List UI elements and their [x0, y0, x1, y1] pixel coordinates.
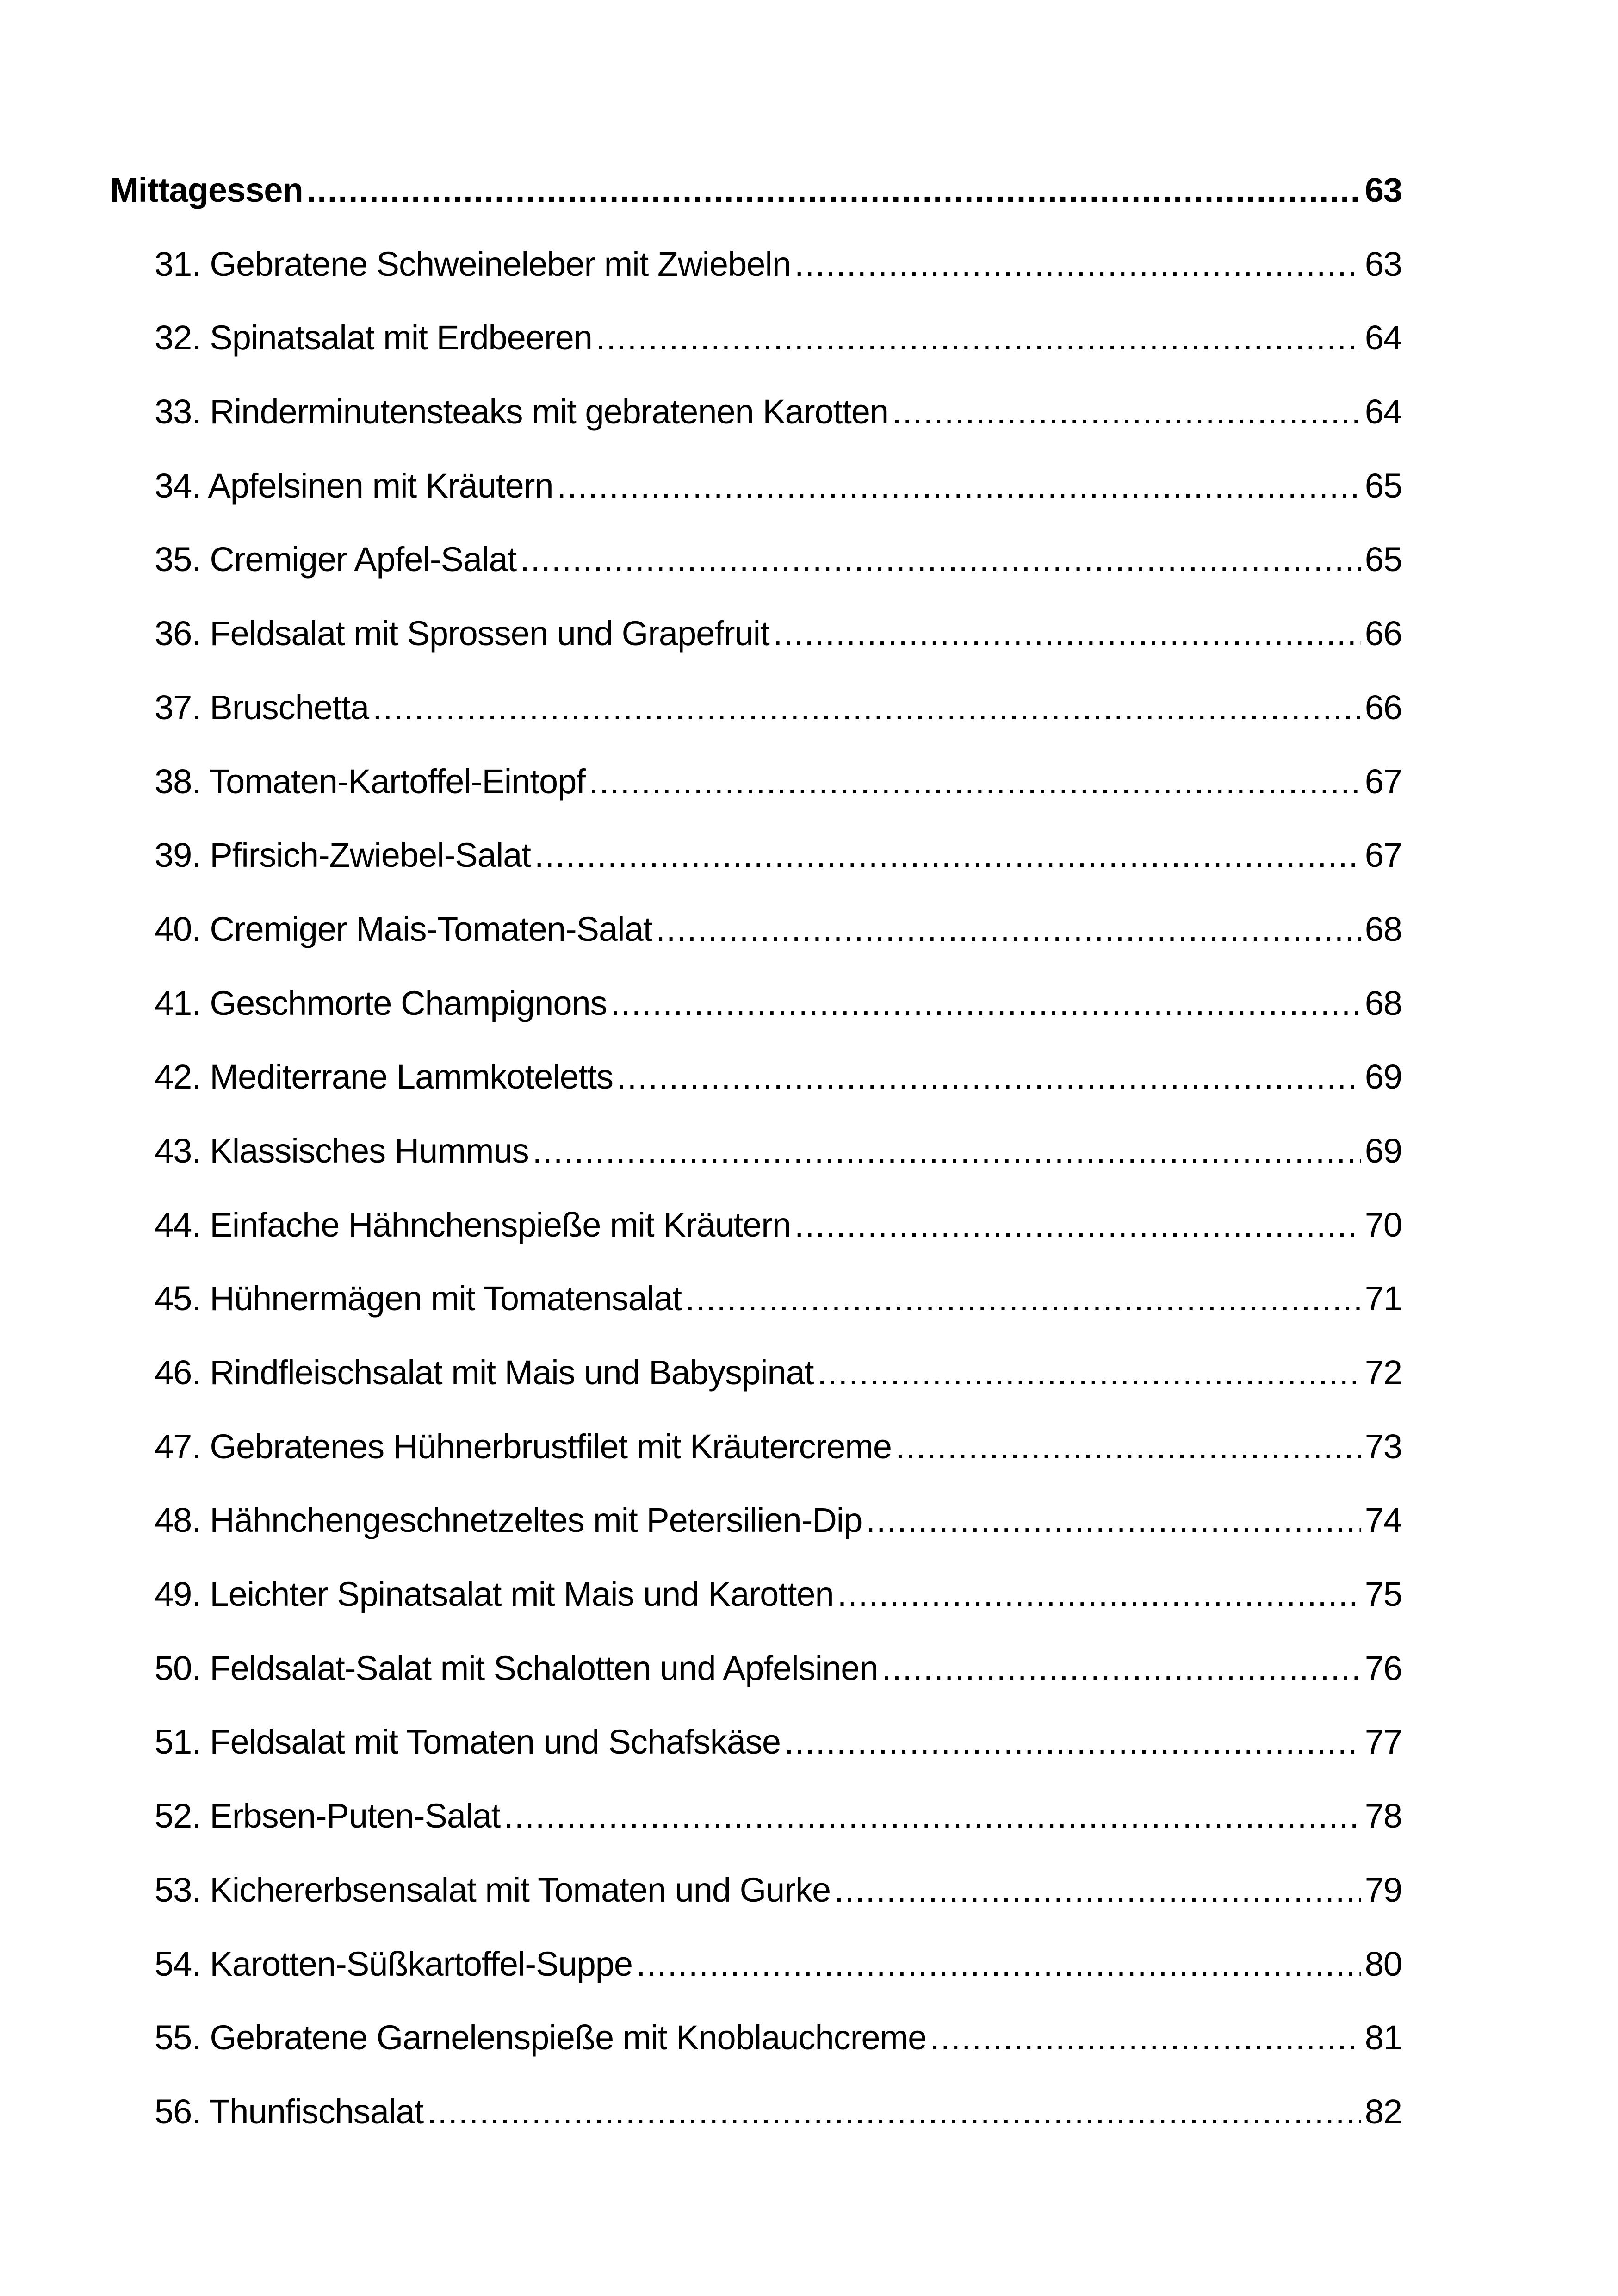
entry-page-number: 79 [1364, 1870, 1402, 1909]
dot-leader [504, 1779, 1361, 1853]
toc-entry[interactable] [110, 1853, 1402, 1927]
entry-title: 50. Feldsalat-Salat mit Schalotten und Apfelsinen [155, 1649, 878, 1687]
entry-page-number: 67 [1364, 762, 1402, 801]
dot-leader [427, 2075, 1361, 2149]
entry-page-number: 72 [1364, 1353, 1402, 1392]
dot-leader [882, 1631, 1361, 1705]
dot-leader [794, 227, 1361, 301]
entry-page-number: 70 [1364, 1205, 1402, 1244]
dot-leader [534, 818, 1361, 892]
entry-page-number: 73 [1364, 1427, 1402, 1466]
toc-entry[interactable] [110, 2001, 1402, 2075]
toc-entry[interactable] [110, 2075, 1402, 2149]
entry-page-number: 82 [1364, 2092, 1402, 2131]
entry-page-number: 64 [1364, 318, 1402, 357]
entry-title: 41. Geschmorte Champignons [155, 983, 607, 1022]
entry-page-number: 80 [1364, 1944, 1402, 1983]
entry-title: 56. Thunfischsalat [155, 2092, 424, 2131]
entry-title: 34. Apfelsinen mit Kräutern [155, 466, 553, 505]
entry-title: 49. Leichter Spinatsalat mit Mais und Karotten [155, 1575, 834, 1614]
entry-title: 38. Tomaten-Kartoffel-Eintopf [155, 762, 585, 801]
toc-entry[interactable] [110, 1114, 1402, 1188]
toc-entry[interactable] [110, 1631, 1402, 1705]
entry-page-number: 68 [1364, 909, 1402, 948]
toc-entry[interactable] [110, 1483, 1402, 1557]
dot-leader [589, 745, 1361, 819]
entry-title: 45. Hühnermägen mit Tomatensalat [155, 1279, 682, 1318]
entry-page-number: 81 [1364, 2018, 1402, 2057]
dot-leader [617, 1040, 1361, 1114]
entry-page-number: 65 [1364, 540, 1402, 579]
entry-page-number: 68 [1364, 983, 1402, 1022]
entry-title: 43. Klassisches Hummus [155, 1131, 529, 1170]
toc-entry[interactable] [110, 966, 1402, 1040]
toc-entry[interactable] [110, 449, 1402, 523]
toc-entry[interactable] [110, 1336, 1402, 1410]
entry-page-number: 77 [1364, 1723, 1402, 1761]
entry-page-number: 69 [1364, 1058, 1402, 1096]
toc-entry[interactable] [110, 818, 1402, 892]
entry-title: 39. Pfirsich-Zwiebel-Salat [155, 836, 531, 875]
entry-page-number: 76 [1364, 1649, 1402, 1687]
entry-title: 42. Mediterrane Lammkoteletts [155, 1058, 614, 1096]
entry-title: 36. Feldsalat mit Sprossen und Grapefruit [155, 614, 769, 653]
toc-entry[interactable] [110, 227, 1402, 301]
entry-title: 31. Gebratene Schweineleber mit Zwiebeln [155, 244, 791, 283]
entry-title: 53. Kichererbsensalat mit Tomaten und Gurke [155, 1870, 831, 1909]
toc-entry[interactable] [110, 745, 1402, 819]
dot-leader [794, 1188, 1361, 1262]
entry-title: 51. Feldsalat mit Tomaten und Schafskäse [155, 1723, 781, 1761]
entry-page-number: 67 [1364, 836, 1402, 875]
dot-leader [895, 1410, 1361, 1484]
entry-title: 54. Karotten-Süßkartoffel-Suppe [155, 1944, 633, 1983]
dot-leader [656, 892, 1361, 966]
section-title: Mittagessen [110, 171, 303, 209]
dot-leader [611, 966, 1361, 1040]
entry-page-number: 69 [1364, 1131, 1402, 1170]
entry-title: 52. Erbsen-Puten-Salat [155, 1797, 501, 1836]
entry-page-number: 66 [1364, 688, 1402, 727]
entry-title: 32. Spinatsalat mit Erdbeeren [155, 318, 592, 357]
dot-leader [636, 1927, 1361, 2001]
toc-entry[interactable] [110, 1040, 1402, 1114]
entry-page-number: 66 [1364, 614, 1402, 653]
dot-leader [892, 375, 1361, 449]
dot-leader [817, 1336, 1361, 1410]
entry-page-number: 71 [1364, 1279, 1402, 1318]
entry-title: 37. Bruschetta [155, 688, 369, 727]
entry-title: 47. Gebratenes Hühnerbrustfilet mit Kräutercreme [155, 1427, 892, 1466]
dot-leader [930, 2001, 1361, 2075]
section-page-number: 63 [1364, 171, 1402, 209]
toc-entry[interactable] [110, 1557, 1402, 1631]
dot-leader [533, 1114, 1361, 1188]
entry-title: 55. Gebratene Garnelenspieße mit Knoblauchcreme [155, 2018, 927, 2057]
entry-page-number: 63 [1364, 244, 1402, 283]
dot-leader [837, 1557, 1361, 1631]
entry-title: 33. Rinderminutensteaks mit gebratenen Karotten [155, 392, 889, 431]
dot-leader [596, 301, 1361, 375]
toc-entry[interactable] [110, 523, 1402, 597]
toc-entry[interactable] [110, 1927, 1402, 2001]
dot-leader [784, 1705, 1361, 1779]
dot-leader [520, 523, 1361, 597]
entry-title: 48. Hähnchengeschnetzeltes mit Petersilien-Dip [155, 1501, 862, 1540]
toc-entry[interactable] [110, 671, 1402, 745]
dot-leader [866, 1483, 1361, 1557]
dot-leader [685, 1262, 1361, 1336]
entry-title: 40. Cremiger Mais-Tomaten-Salat [155, 909, 652, 948]
dot-leader [372, 671, 1361, 745]
toc-entry[interactable] [110, 1779, 1402, 1853]
entry-title: 46. Rindfleischsalat mit Mais und Babyspinat [155, 1353, 814, 1392]
toc-entry[interactable] [110, 1262, 1402, 1336]
entry-page-number: 64 [1364, 392, 1402, 431]
toc-entry[interactable] [110, 301, 1402, 375]
entry-title: 44. Einfache Hähnchenspieße mit Kräutern [155, 1205, 791, 1244]
entry-page-number: 75 [1364, 1575, 1402, 1614]
toc-section-heading[interactable] [110, 153, 1402, 227]
entry-title: 35. Cremiger Apfel-Salat [155, 540, 517, 579]
toc-entry[interactable] [110, 1188, 1402, 1262]
toc-entry[interactable] [110, 375, 1402, 449]
table-of-contents [110, 153, 1402, 2149]
dot-leader [773, 597, 1361, 671]
dot-leader [557, 449, 1361, 523]
dot-leader [834, 1853, 1361, 1927]
toc-entries [110, 227, 1402, 2149]
entry-page-number: 78 [1364, 1797, 1402, 1836]
entry-page-number: 74 [1364, 1501, 1402, 1540]
entry-page-number: 65 [1364, 466, 1402, 505]
toc-entry[interactable] [110, 1705, 1402, 1779]
toc-entry[interactable] [110, 597, 1402, 671]
toc-entry[interactable] [110, 892, 1402, 966]
toc-entry[interactable] [110, 1410, 1402, 1484]
dot-leader [307, 153, 1361, 227]
